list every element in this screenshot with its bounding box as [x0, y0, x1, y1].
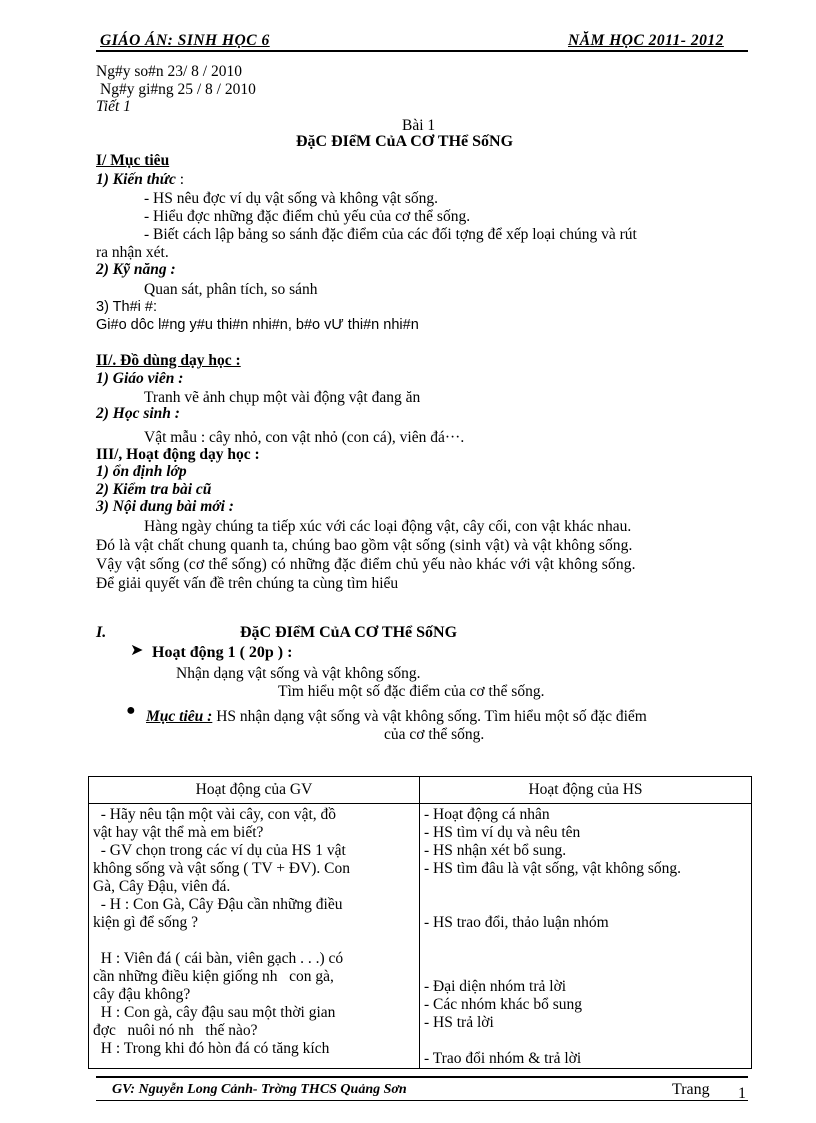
student-text: Vật mẫu : cây nhỏ, con vật nhỏ (con cá), viên đá···. [144, 429, 465, 446]
gv-line: - H : Con Gà, Cây Đậu cần những điều [93, 896, 343, 913]
intro-line-3: Vậy vật sống (cơ thể sống) có những đặc điểm chủ yếu nào khác với vật không sống. [96, 556, 636, 573]
intro-line-2: Đó là vật chất chung quanh ta, chúng bao gồm vật sống (sinh vật) và vật không sống. [96, 537, 633, 554]
activity-heading: Hoạt động 1 ( 20p ) : [152, 644, 293, 661]
skill-label: 2) Kỹ năng : [96, 261, 176, 278]
hs-line: - HS tìm ví dụ và nêu tên [424, 824, 581, 841]
arrow-bullet-icon: ➤ [130, 642, 144, 659]
knowledge-label: 1) Kiến thức [96, 171, 176, 188]
knowledge-cont: ra nhận xét. [96, 244, 169, 261]
goal-row [146, 707, 647, 726]
lesson-title: ĐặC ĐIểM CủA CƠ THể SốNG [296, 133, 514, 150]
knowledge-item-3: - Biết cách lập bảng so sánh đặc điểm của các đối tợng để xếp loại chúng và rút [144, 226, 637, 243]
header-right: NĂM HỌC 2011- 2012 [568, 32, 724, 49]
footer-rule-bottom [96, 1100, 748, 1101]
gv-line: cần những điều kiện giống nh con gà, [93, 968, 334, 985]
gv-column [89, 804, 420, 1069]
goal-label: Mục tiêu : [146, 708, 213, 725]
gv-line: kiện gì để sống ? [93, 914, 199, 931]
gv-line: Gà, Cây Đậu, viên đá. [93, 878, 231, 895]
header-rule [96, 50, 748, 52]
hs-line: - Các nhóm khác bổ sung [424, 996, 582, 1013]
attitude-label: 3) Th#i #: [96, 299, 157, 315]
footer-rule-top [96, 1076, 748, 1078]
hs-line [424, 878, 747, 896]
footer-page-label: Trang [672, 1081, 710, 1098]
dot-bullet-icon: ● [126, 702, 136, 719]
hs-line: - HS trả lời [424, 1014, 494, 1031]
hs-line [424, 968, 747, 978]
section3-item3: 3) Nội dung bài mới : [96, 498, 234, 515]
activity-line-2: Tìm hiểu một số đặc điểm của cơ thể sống. [278, 683, 545, 700]
part1-numeral: I. [96, 624, 107, 641]
footer-author: GV: Nguyễn Long Cảnh- Trờng THCS Quảng Sơn [112, 1082, 407, 1097]
goal-text: HS nhận dạng vật sống và vật không sống. Tìm hiểu một số đặc điểm [216, 708, 647, 725]
intro-line-4: Để giải quyết vấn đề trên chúng ta cùng tìm hiểu [96, 575, 399, 592]
col-header-hs: Hoạt động của HS [420, 777, 752, 804]
knowledge-item-1: - HS nêu đợc ví dụ vật sống và không vật sống. [144, 190, 439, 207]
footer-page-number: 1 [738, 1085, 746, 1102]
hs-line: - Trao đổi nhóm & trả lời [424, 1050, 582, 1067]
hs-line [424, 1032, 747, 1050]
knowledge-colon: : [175, 171, 185, 188]
teacher-label: 1) Giáo viên : [96, 370, 184, 387]
hs-line: - Đại diện nhóm trả lời [424, 978, 567, 995]
col-header-gv: Hoạt động của GV [89, 777, 420, 804]
section3-item1: 1) ổn định lớp [96, 463, 187, 480]
hs-line: - HS tìm đâu là vật sống, vật không sống. [424, 860, 682, 877]
gv-line: - Hãy nêu tận một vài cây, con vật, đồ [93, 806, 337, 823]
part1-title: ĐặC ĐIểM CủA CƠ THể SốNG [240, 624, 458, 641]
attitude-text: Gi#o dôc l#ng y#u thi#n nhi#n, b#o vƯ thi#n nhi#n [96, 317, 419, 333]
hs-line: - HS trao đổi, thảo luận nhóm [424, 914, 609, 931]
date-plan: Ng#y so#n 23/ 8 / 2010 [96, 63, 242, 80]
skill-text: Quan sát, phân tích, so sánh [144, 281, 318, 298]
hs-line: - HS nhận xét bổ sung. [424, 842, 567, 859]
section3-heading: III/, Hoạt động dạy học : [96, 446, 260, 463]
section1-heading: I/ Mục tiêu [96, 152, 170, 169]
student-label: 2) Học sinh : [96, 405, 180, 422]
gv-line: - GV chọn trong các ví dụ của HS 1 vật [93, 842, 346, 859]
hs-line [424, 896, 747, 914]
section3-item2: 2) Kiểm tra bài cũ [96, 481, 212, 498]
teacher-text: Tranh vẽ ảnh chụp một vài động vật đang ăn [144, 389, 421, 406]
hs-line: - Hoạt động cá nhân [424, 806, 550, 823]
gv-line: vật hay vật thể mà em biết? [93, 824, 264, 841]
gv-line [93, 932, 415, 950]
activity-table [88, 776, 752, 1069]
goal-cont: của cơ thể sống. [384, 726, 485, 743]
lesson-number: Bài 1 [402, 117, 436, 134]
knowledge-item-2: - Hiểu đợc những đặc điểm chủ yếu của cơ thể sống. [144, 208, 471, 225]
hs-line [424, 932, 747, 950]
hs-column [420, 804, 752, 1069]
gv-line: H : Viên đá ( cái bàn, viên gạch . . .) có [93, 950, 344, 967]
hs-line [424, 950, 747, 968]
date-teach: Ng#y gi#ng 25 / 8 / 2010 [100, 81, 256, 98]
knowledge-row [96, 170, 184, 189]
section2-heading: II/. Đồ dùng dạy học : [96, 352, 241, 369]
gv-line: H : Trong khi đó hòn đá có tăng kích [93, 1040, 330, 1057]
gv-line: không sống và vật sống ( TV + ĐV). Con [93, 860, 351, 877]
period: Tiết 1 [96, 98, 131, 115]
activity-line-1: Nhận dạng vật sống và vật không sống. [176, 665, 421, 682]
header-left: GIÁO ÁN: SINH HỌC 6 [100, 32, 270, 49]
gv-line: cây đậu không? [93, 986, 191, 1003]
intro-line-1: Hàng ngày chúng ta tiếp xúc với các loại động vật, cây cối, con vật khác nhau. [144, 518, 632, 535]
gv-line: đợc nuôi nó nh thế nào? [93, 1022, 258, 1039]
gv-line: H : Con gà, cây đậu sau một thời gian [93, 1004, 336, 1021]
